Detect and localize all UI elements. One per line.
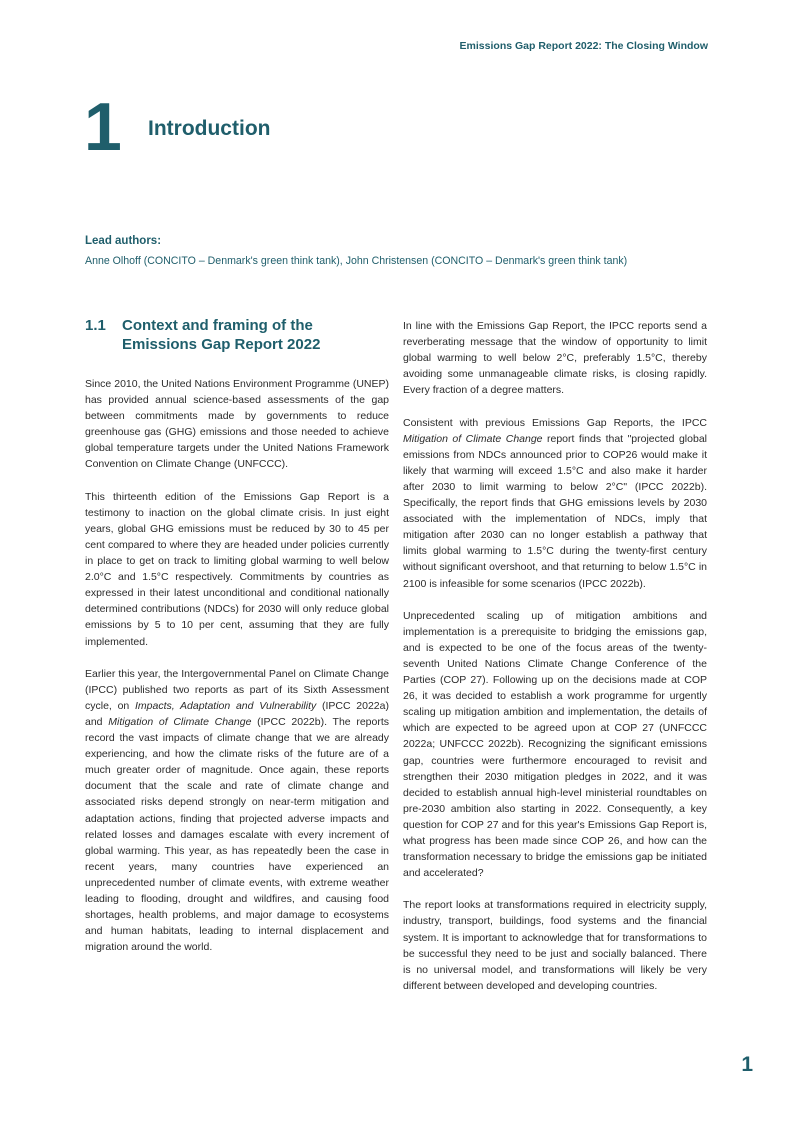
- paragraph: Consistent with previous Emissions Gap Reports, the IPCC Mitigation of Climate Change report finds that "projected global emissions from NDCs announced prior to COP26 would make it likely that warming will exceed 1.5°C and also make it harder after 2030 to limit warming to below 2°C" (IPCC 2022b). Specifically, the report finds that GHG emissions levels by 2030 associated with the implementation of NDCs, imply that mitigation after 2030 can no longer establish a pathway that limits global warming to 1.5°C during the twenty-first century without significant overshoot, and that returning to below 1.5°C in 2100 is infeasible for some scenarios (IPCC 2022b).: [403, 416, 707, 590]
- running-header: Emissions Gap Report 2022: The Closing Window: [459, 40, 708, 52]
- paragraph: This thirteenth edition of the Emissions Gap Report is a testimony to inaction on the global climate crisis. In just eight years, global GHG emissions must be reduced by 30 to 45 per cent compared to where they are headed under policies currently in place to get on track to limiting global warming to well below 2.0°C and 1.5°C respectively. Commitments by countries as expressed in their latest unconditional and conditional nationally determined contributions (NDCs) for 2030 will only reduce global emissions by 5 to 10 per cent, assuming that they are fully implemented.: [85, 490, 389, 648]
- section-title: Context and framing of the Emissions Gap Report 2022: [122, 317, 321, 353]
- paragraph: Earlier this year, the Intergovernmental Panel on Climate Change (IPCC) published two reports as part of its Sixth Assessment cycle, on Impacts, Adaptation and Vulnerability (IPCC 2022a) and Mitigation of Climate Change (IPCC 2022b). The reports record the vast impacts of climate change that we are already experiencing, and how the climate risks of the future are of a much greater order of magnitude. Once again, these reports document that the scale and rate of climate change and associated risks depend strongly on near-term mitigation and adaptation actions, finding that projected adverse impacts and related losses and damages escalate with every increment of global warming. This year, as has repeatedly been the case in recent years, many countries have experienced an unprecedented number of climate events, with extreme weather leading to flooding, drought and wildfires, and causing food shortages, health problems, and major damage to ecosystems and human habitats, leading to internal displacement and migration around the world.: [85, 667, 390, 954]
- lead-authors-label: Lead authors:: [85, 235, 162, 247]
- right-column: [403, 318, 707, 1010]
- chapter-title: Introduction: [148, 117, 271, 140]
- paragraph: In line with the Emissions Gap Report, the IPCC reports send a reverberating message that the window of opportunity to limit global warming to well below 2°C, preferably 1.5°C, thereby avoiding some unmanageable climate risks, is closing rapidly. Every fraction of a degree matters.: [403, 320, 707, 397]
- section-heading: [85, 316, 389, 354]
- paragraph: The report looks at transformations required in electricity supply, industry, transport, buildings, food systems and the financial system. It is important to acknowledge that for transformations to be successful they need to be just and socially balanced. There is no universal model, and transformations will likely be very different between developed and developing countries.: [403, 899, 707, 992]
- left-column: [85, 316, 389, 971]
- section-number: 1.1: [85, 317, 106, 334]
- paragraph: Unprecedented scaling up of mitigation ambitions and implementation is a prerequisite to bridging the emissions gap, and is expected to be one of the focus areas of the twenty-seventh United Nations Climate Change Conference of the Parties (COP 27). Following up on the decisions made at COP 26, it was decided to establish a work programme for urgently scaling up mitigation ambition and implementation, the details of which are expected to be agreed upon at COP 27 (UNFCCC 2022a; UNFCCC 2022b). Recognizing the significant emissions gap, countries were furthermore encouraged to revisit and strengthen their 2030 mitigation pledges in 2022, and it was decided to establish annual high-level ministerial roundtables on pre-2030 ambition also starting in 2022. Consequently, a key question for COP 27 and for this year's Emissions Gap Report is, what progress has been made since COP 26, and how can the transformation necessary to bridge the emissions gap be initiated and accelerated?: [403, 609, 707, 880]
- paragraph: Since 2010, the United Nations Environment Programme (UNEP) has provided annual science-based assessments of the gap between commitments made by governments to reduce greenhouse gas (GHG) emissions and those needed to achieve global temperature targets under the United Nations Framework Convention on Climate Change (UNFCCC).: [85, 378, 389, 471]
- chapter-number: 1: [84, 89, 122, 165]
- page-number: 1: [741, 1053, 753, 1076]
- lead-authors-names: Anne Olhoff (CONCITO – Denmark's green think tank), John Christensen (CONCITO – Denmark's green think tank): [85, 255, 628, 267]
